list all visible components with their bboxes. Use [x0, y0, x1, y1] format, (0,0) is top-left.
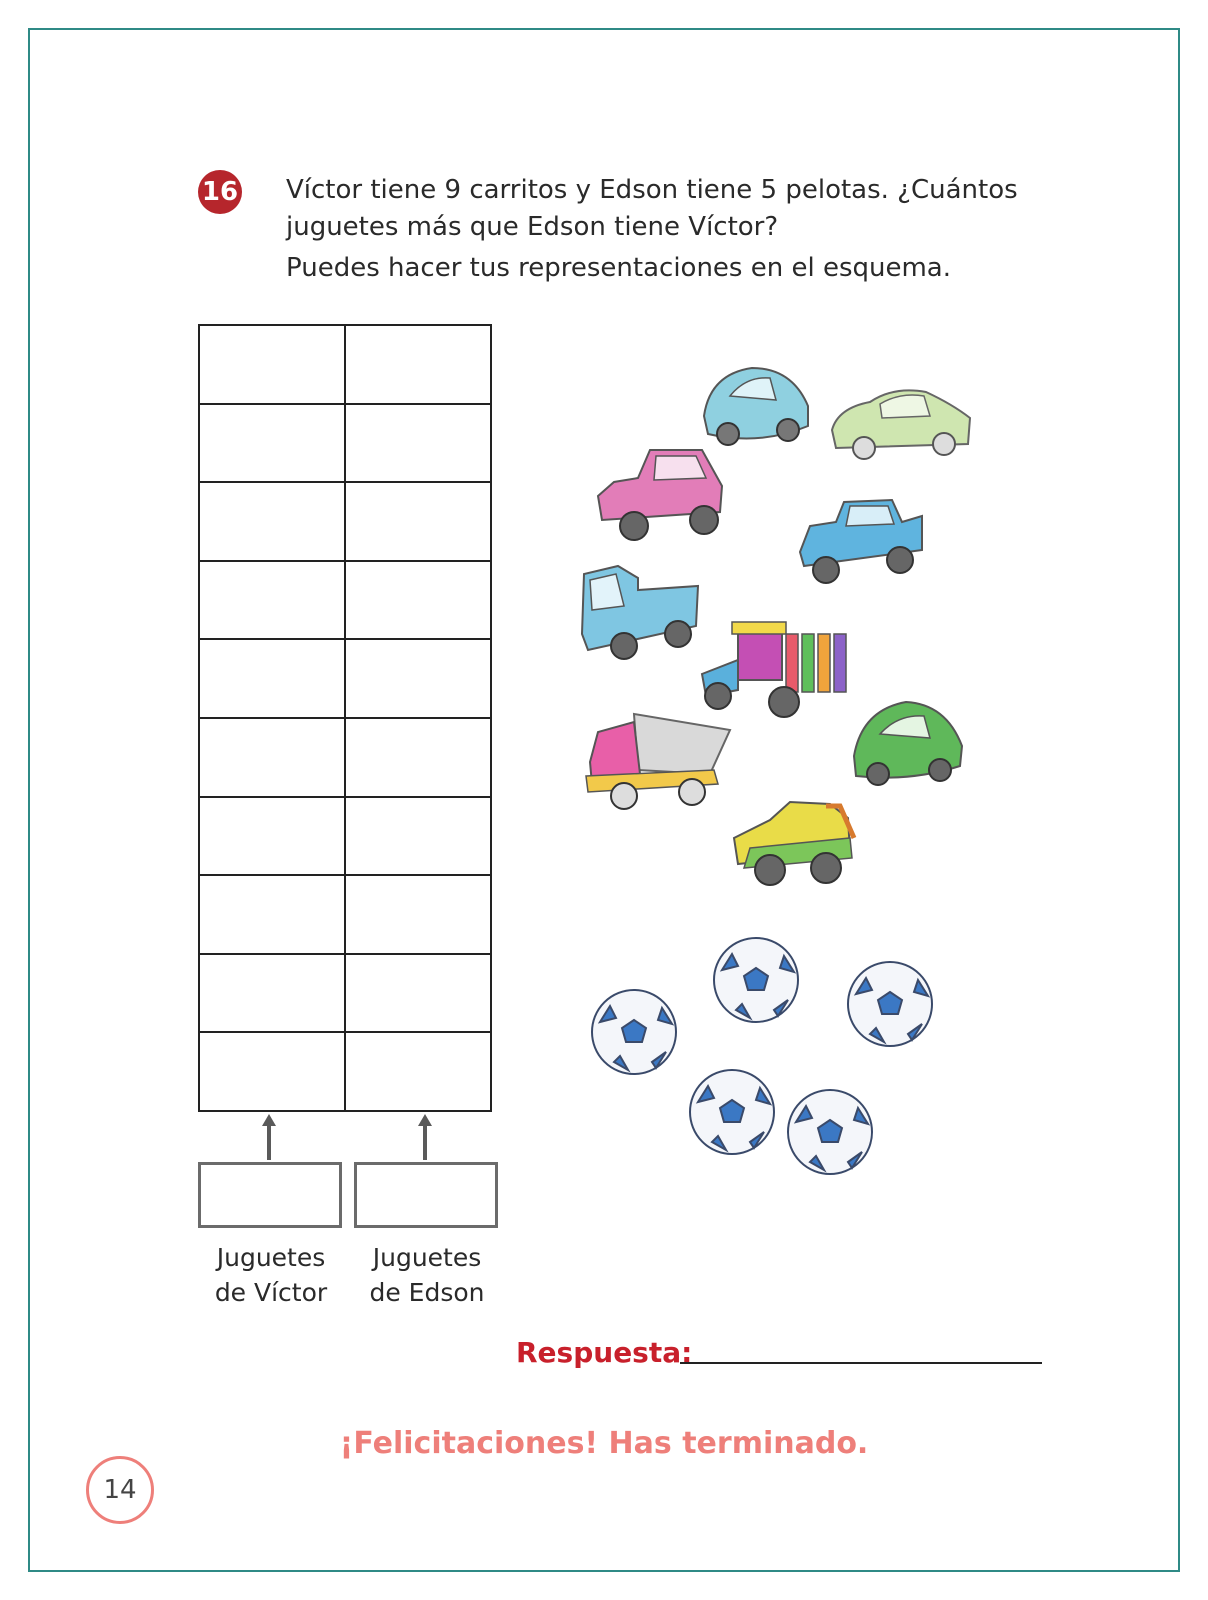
grid-cell[interactable] [345, 561, 491, 640]
grid-cell[interactable] [199, 639, 345, 718]
caption-victor-line-2: de Víctor [214, 1278, 328, 1307]
soccer-balls-group [592, 938, 932, 1174]
toy-car-illustration [702, 622, 846, 717]
caption-edson-line-2: de Edson [369, 1278, 485, 1307]
page-number: 14 [86, 1456, 154, 1524]
toy-car-illustration [598, 450, 722, 540]
edson-count-box[interactable] [354, 1162, 498, 1228]
grid-cell[interactable] [199, 561, 345, 640]
grid-cell[interactable] [199, 404, 345, 483]
toys-illustration [560, 336, 1010, 1216]
arrow-up-icon [262, 1114, 276, 1160]
grid-cell[interactable] [199, 797, 345, 876]
soccer-ball-illustration [714, 938, 798, 1022]
toy-cars-group [582, 368, 970, 885]
toy-car-illustration [832, 390, 970, 459]
grid-cell[interactable] [345, 325, 491, 404]
question-line-1: Víctor tiene 9 carritos y Edson tiene 5 pelotas. ¿Cuántos [286, 175, 1018, 205]
grid-cell[interactable] [345, 875, 491, 954]
grid-cell[interactable] [199, 325, 345, 404]
grid-cell[interactable] [345, 797, 491, 876]
grid-cell[interactable] [345, 404, 491, 483]
toy-car-illustration [704, 368, 808, 445]
arrow-up-icon [418, 1114, 432, 1160]
question-number-badge: 16 [198, 170, 242, 214]
comparison-grid [198, 324, 492, 1112]
grid-cell[interactable] [199, 718, 345, 797]
caption-edson [352, 1240, 502, 1310]
grid-cell[interactable] [345, 639, 491, 718]
toy-car-illustration [586, 714, 730, 809]
closing-message: ¡Felicitaciones! Has terminado. [339, 1426, 869, 1461]
grid-cell[interactable] [199, 875, 345, 954]
soccer-ball-illustration [592, 990, 676, 1074]
grid-cell[interactable] [345, 1032, 491, 1111]
victor-count-box[interactable] [198, 1162, 342, 1228]
grid-cell[interactable] [345, 482, 491, 561]
soccer-ball-illustration [848, 962, 932, 1046]
caption-edson-line-1: Juguetes [372, 1243, 482, 1272]
grid-cell[interactable] [345, 954, 491, 1033]
soccer-ball-illustration [690, 1070, 774, 1154]
toy-car-illustration [854, 702, 962, 785]
caption-victor [196, 1240, 346, 1310]
answer-label: Respuesta: [516, 1336, 693, 1369]
question-text [286, 172, 1042, 287]
question-hint: Puedes hacer tus representaciones en el esquema. [286, 253, 952, 283]
question-line-2: juguetes más que Edson tiene Víctor? [286, 212, 779, 242]
toy-car-illustration [582, 566, 698, 659]
toy-car-illustration [800, 500, 922, 583]
soccer-ball-illustration [788, 1090, 872, 1174]
grid-cell[interactable] [199, 954, 345, 1033]
grid-cell[interactable] [345, 718, 491, 797]
answer-input-line[interactable] [680, 1362, 1042, 1364]
caption-victor-line-1: Juguetes [216, 1243, 326, 1272]
grid-cell[interactable] [199, 482, 345, 561]
toy-car-illustration [734, 802, 854, 885]
grid-cell[interactable] [199, 1032, 345, 1111]
